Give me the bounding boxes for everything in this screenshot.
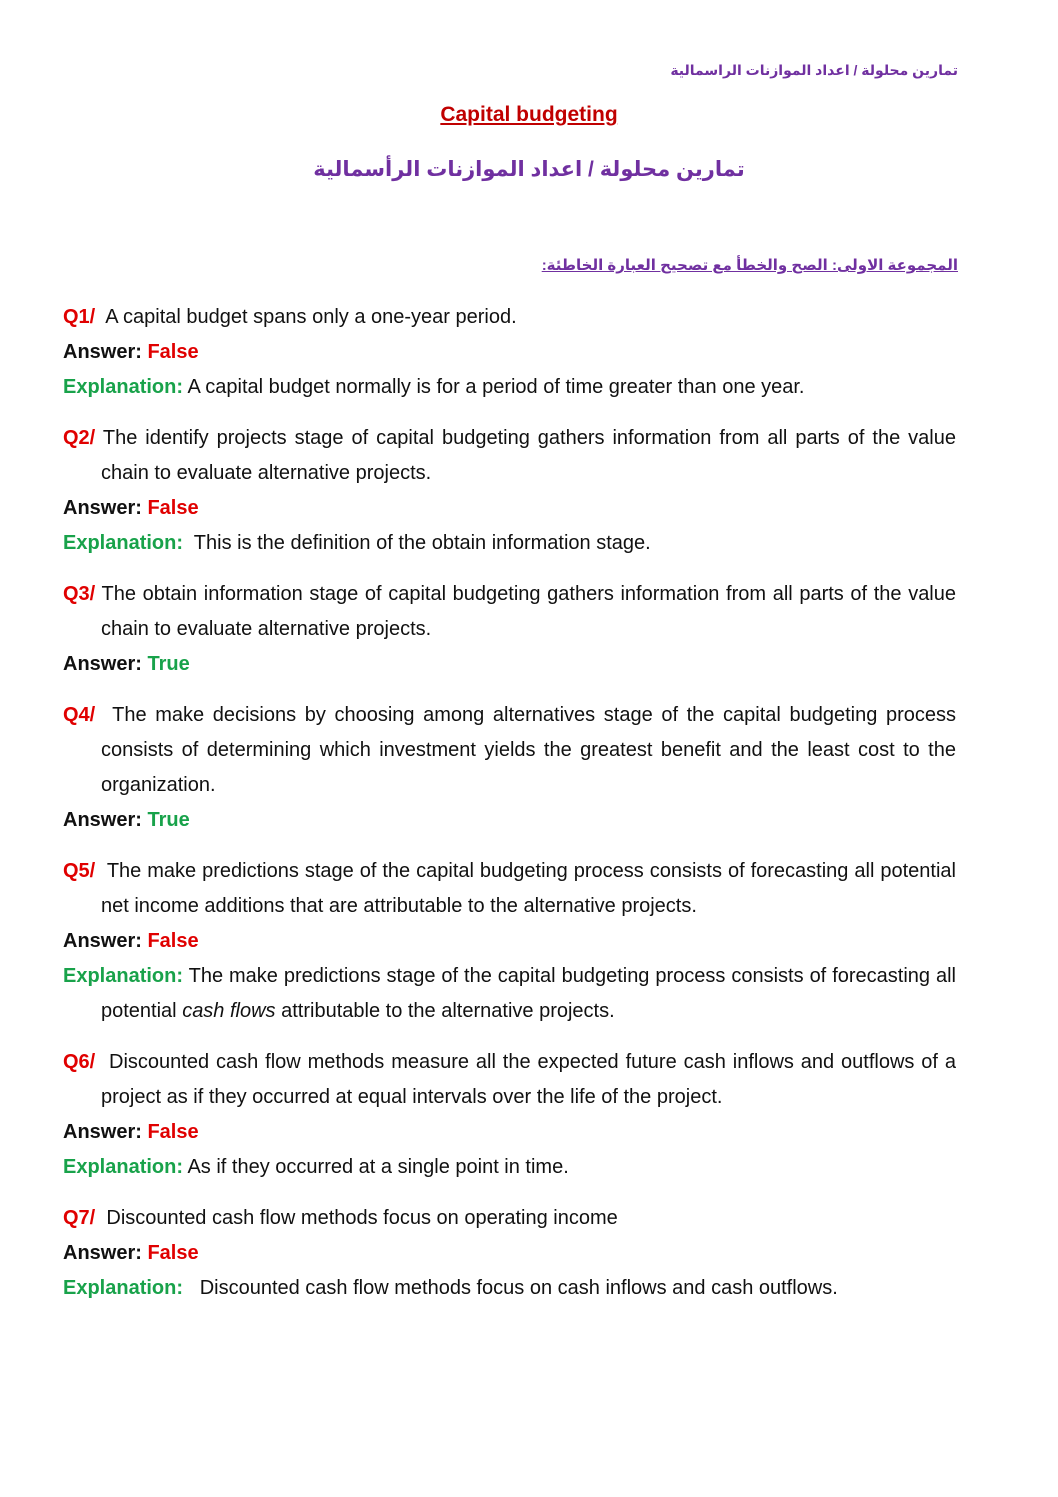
question-text: The make predictions stage of the capital budgeting process consists of forecasting all potential net income additions that are attributable to the alternative projects. xyxy=(101,860,956,917)
question-number: Q1/ xyxy=(63,306,96,328)
question-line xyxy=(63,300,956,335)
answer-line xyxy=(63,924,956,959)
question-line xyxy=(63,1045,956,1115)
explanation-text-after: attributable to the alternative projects. xyxy=(281,1000,615,1022)
question-line xyxy=(63,698,956,803)
question-text: A capital budget spans only a one-year period. xyxy=(105,306,517,328)
question-line xyxy=(63,577,956,647)
explanation-text: Discounted cash flow methods focus on cash inflows and cash outflows. xyxy=(199,1277,838,1299)
question-block xyxy=(63,421,956,561)
explanation-label: Explanation: xyxy=(63,965,184,987)
question-number: Q6/ xyxy=(63,1051,96,1073)
answer-value: False xyxy=(147,497,199,519)
answer-value: False xyxy=(147,341,199,363)
explanation-line xyxy=(63,526,956,561)
question-text: The make decisions by choosing among alternatives stage of the capital budgeting process consists of determining which investment yields the greatest benefit and the least cost to the organization. xyxy=(101,704,956,796)
question-block xyxy=(63,577,956,682)
explanation-line xyxy=(63,959,956,1029)
section-heading: المجموعة الاولى: الصح والخطأ مع تصحيح العبارة الخاطئة: xyxy=(541,257,958,274)
answer-value: True xyxy=(147,809,190,831)
explanation-text: As if they occurred at a single point in time. xyxy=(187,1156,569,1178)
question-text: The obtain information stage of capital budgeting gathers information from all parts of the value chain to evaluate alternative projects. xyxy=(101,583,956,640)
answer-label: Answer: xyxy=(63,930,142,952)
explanation-text: This is the definition of the obtain information stage. xyxy=(193,532,651,554)
question-number: Q7/ xyxy=(63,1207,96,1229)
question-block xyxy=(63,698,956,838)
explanation-text-italic: cash flows xyxy=(182,1000,276,1022)
explanation-text: A capital budget normally is for a period of time greater than one year. xyxy=(187,376,805,398)
answer-line xyxy=(63,803,956,838)
answer-line xyxy=(63,491,956,526)
document-title: Capital budgeting xyxy=(440,103,618,126)
answer-line xyxy=(63,647,956,682)
answer-label: Answer: xyxy=(63,497,142,519)
question-number: Q3/ xyxy=(63,583,96,605)
questions-list xyxy=(63,300,956,1322)
explanation-line xyxy=(63,370,956,405)
question-block xyxy=(63,1201,956,1306)
question-number: Q5/ xyxy=(63,860,96,882)
explanation-line xyxy=(63,1271,956,1306)
answer-line xyxy=(63,335,956,370)
answer-value: False xyxy=(147,930,199,952)
question-block xyxy=(63,300,956,405)
answer-value: True xyxy=(147,653,190,675)
explanation-label: Explanation: xyxy=(63,1156,184,1178)
answer-value: False xyxy=(147,1242,199,1264)
answer-label: Answer: xyxy=(63,1121,142,1143)
answer-line xyxy=(63,1115,956,1150)
answer-line xyxy=(63,1236,956,1271)
question-block xyxy=(63,1045,956,1185)
question-block xyxy=(63,854,956,1029)
answer-label: Answer: xyxy=(63,341,142,363)
running-header: تمارين محلولة / اعداد الموازنات الراسمالية xyxy=(670,62,958,78)
explanation-label: Explanation: xyxy=(63,532,184,554)
explanation-label: Explanation: xyxy=(63,1277,184,1299)
answer-value: False xyxy=(147,1121,199,1143)
question-text: The identify projects stage of capital budgeting gathers information from all parts of the value chain to evaluate alternative projects. xyxy=(101,427,956,484)
answer-label: Answer: xyxy=(63,653,142,675)
explanation-text-before: The make predictions stage of the capital budgeting process consists of forecasting all potential xyxy=(101,965,956,1022)
answer-label: Answer: xyxy=(63,1242,142,1264)
question-line xyxy=(63,1201,956,1236)
document-subtitle: تمارين محلولة / اعداد الموازنات الرأسمالية xyxy=(313,158,745,181)
question-number: Q2/ xyxy=(63,427,96,449)
question-line xyxy=(63,854,956,924)
question-text: Discounted cash flow methods focus on operating income xyxy=(106,1207,618,1229)
question-number: Q4/ xyxy=(63,704,96,726)
explanation-label: Explanation: xyxy=(63,376,184,398)
answer-label: Answer: xyxy=(63,809,142,831)
question-line xyxy=(63,421,956,491)
question-text: Discounted cash flow methods measure all the expected future cash inflows and outflows of a project as if they occurred at equal intervals over the life of the project. xyxy=(101,1051,956,1108)
explanation-line xyxy=(63,1150,956,1185)
